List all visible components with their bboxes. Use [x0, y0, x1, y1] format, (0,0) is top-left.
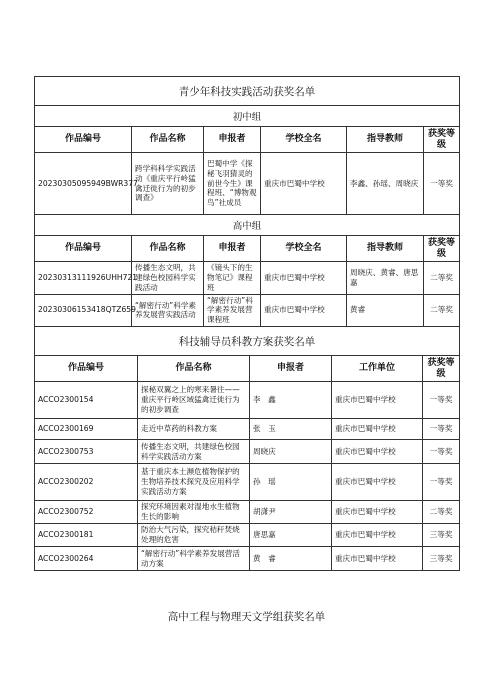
column-header: 指导教师 [347, 236, 424, 262]
column-header: 学校全名 [261, 236, 347, 262]
table-cell: 二等奖 [423, 501, 460, 524]
table-title: 青少年科技实践活动获奖名单 [35, 77, 460, 106]
table-cell: 唐思嘉 [250, 524, 332, 547]
column-header: 申报者 [204, 127, 261, 153]
table-cell: “解密行动”科学素养发展营实践活动 [132, 294, 204, 327]
table-cell: 一等奖 [423, 464, 460, 501]
table-cell: 一等奖 [424, 153, 460, 215]
column-header: 获奖等级 [424, 127, 460, 153]
group-name: 高中组 [35, 215, 460, 236]
table-cell: 一等奖 [423, 419, 460, 440]
table-cell: 巴蜀中学《探秘飞羽猜灵的前世今生》课程班、“博物观鸟”社成员 [204, 153, 261, 215]
table-cell: 重庆市巴蜀中学校 [332, 440, 423, 464]
table-cell: 传播生态文明，共建绿色校园科学实践活动方案 [138, 440, 250, 464]
column-header: 指导教师 [347, 127, 424, 153]
column-header: 工作单位 [332, 356, 423, 382]
table-cell: 20230305095949BWR377 [35, 153, 132, 215]
table-row [35, 501, 460, 524]
table-cell: 胡潇尹 [250, 501, 332, 524]
table-cell: 二等奖 [424, 262, 460, 295]
award-document [34, 76, 459, 571]
table-cell: 一等奖 [423, 440, 460, 464]
header-row [35, 127, 460, 153]
column-header: 申报者 [204, 236, 261, 262]
table-row [35, 464, 460, 501]
table-cell: 李 鑫 [250, 382, 332, 419]
table-cell: ACCO2300154 [35, 382, 138, 419]
table-cell: 周晓庆 [250, 440, 332, 464]
column-header: 学校全名 [261, 127, 347, 153]
table-cell: 一等奖 [423, 382, 460, 419]
table-cell: 走近中草药的科教方案 [138, 419, 250, 440]
table-title-row [35, 327, 460, 356]
table-cell: 跨学科科学实践活动《重庆平行岭猛禽迁徙行为的初步调查》 [132, 153, 204, 215]
award-table-counselor [34, 326, 460, 571]
table-cell: 三等奖 [423, 547, 460, 571]
table-row [35, 262, 460, 295]
group-row [35, 215, 460, 236]
table-cell: 李鑫、孙瑶、周晓庆 [347, 153, 424, 215]
table-cell: “解密行动”科学素养发展营活动方案 [138, 547, 250, 571]
table-cell: 20230306153418QTZ659 [35, 294, 132, 327]
column-header: 获奖等级 [424, 236, 460, 262]
table-cell: ACCO2300752 [35, 501, 138, 524]
table-title: 科技辅导员科教方案获奖名单 [35, 327, 460, 356]
column-header: 申报者 [250, 356, 332, 382]
table-cell: ACCO2300169 [35, 419, 138, 440]
table-cell: 基于重庆本土濒危植物保护的生物培养技术探究及应用科学实践活动方案 [138, 464, 250, 501]
table-cell: ACCO2300753 [35, 440, 138, 464]
table-cell: ACCO2300181 [35, 524, 138, 547]
table-cell: 二等奖 [424, 294, 460, 327]
table-title-row [35, 77, 460, 106]
column-header: 作品名称 [138, 356, 250, 382]
table-cell: 《镜头下的生物笔记》课程班 [204, 262, 261, 295]
table-row [35, 294, 460, 327]
group-row [35, 106, 460, 127]
table-row [35, 524, 460, 547]
table-cell: ACCO2300202 [35, 464, 138, 501]
table-cell: 防治大气污染，探究秸秆焚烧处理的危害 [138, 524, 250, 547]
table-cell: ACCO2300264 [35, 547, 138, 571]
table-cell: 黄 睿 [250, 547, 332, 571]
table-cell: 探究环境因素对湿地水生植物生长的影响 [138, 501, 250, 524]
column-header: 作品名称 [132, 127, 204, 153]
group-name: 初中组 [35, 106, 460, 127]
table-cell: 传播生态文明，共建绿色校园科学实践活动 [132, 262, 204, 295]
table-cell: 重庆市巴蜀中学校 [332, 501, 423, 524]
table-cell: 重庆市巴蜀中学校 [332, 419, 423, 440]
table-row [35, 440, 460, 464]
table-cell: 重庆市巴蜀中学校 [261, 153, 347, 215]
table-cell: 黄睿 [347, 294, 424, 327]
table-cell: 重庆市巴蜀中学校 [332, 547, 423, 571]
table-cell: 重庆市巴蜀中学校 [332, 382, 423, 419]
column-header: 作品编号 [35, 127, 132, 153]
table-cell: 重庆市巴蜀中学校 [261, 262, 347, 295]
column-header: 作品编号 [35, 236, 132, 262]
table-cell: 张 玉 [250, 419, 332, 440]
table-cell: 重庆市巴蜀中学校 [332, 524, 423, 547]
table-cell: 重庆市巴蜀中学校 [261, 294, 347, 327]
column-header: 获奖等级 [423, 356, 460, 382]
table-row [35, 547, 460, 571]
table-cell: 孙 瑶 [250, 464, 332, 501]
next-section-title: 高中工程与物理天文学组获奖名单 [167, 611, 326, 623]
table-cell: 周晓庆、黄睿、唐思嘉 [347, 262, 424, 295]
table-cell: “解密行动”科学素养发展营课程班 [204, 294, 261, 327]
column-header: 作品编号 [35, 356, 138, 382]
table-cell: 三等奖 [423, 524, 460, 547]
table-row [35, 382, 460, 419]
header-row [35, 236, 460, 262]
award-table-youth [34, 76, 460, 327]
table-cell: 探秘双翼之上的寒来暑往——重庆平行岭区域猛禽迁徙行为的初步调查 [138, 382, 250, 419]
table-row [35, 153, 460, 215]
table-cell: 20230313111926UHH721 [35, 262, 132, 295]
table-row [35, 419, 460, 440]
column-header: 作品名称 [132, 236, 204, 262]
table-cell: 重庆市巴蜀中学校 [332, 464, 423, 501]
header-row [35, 356, 460, 382]
